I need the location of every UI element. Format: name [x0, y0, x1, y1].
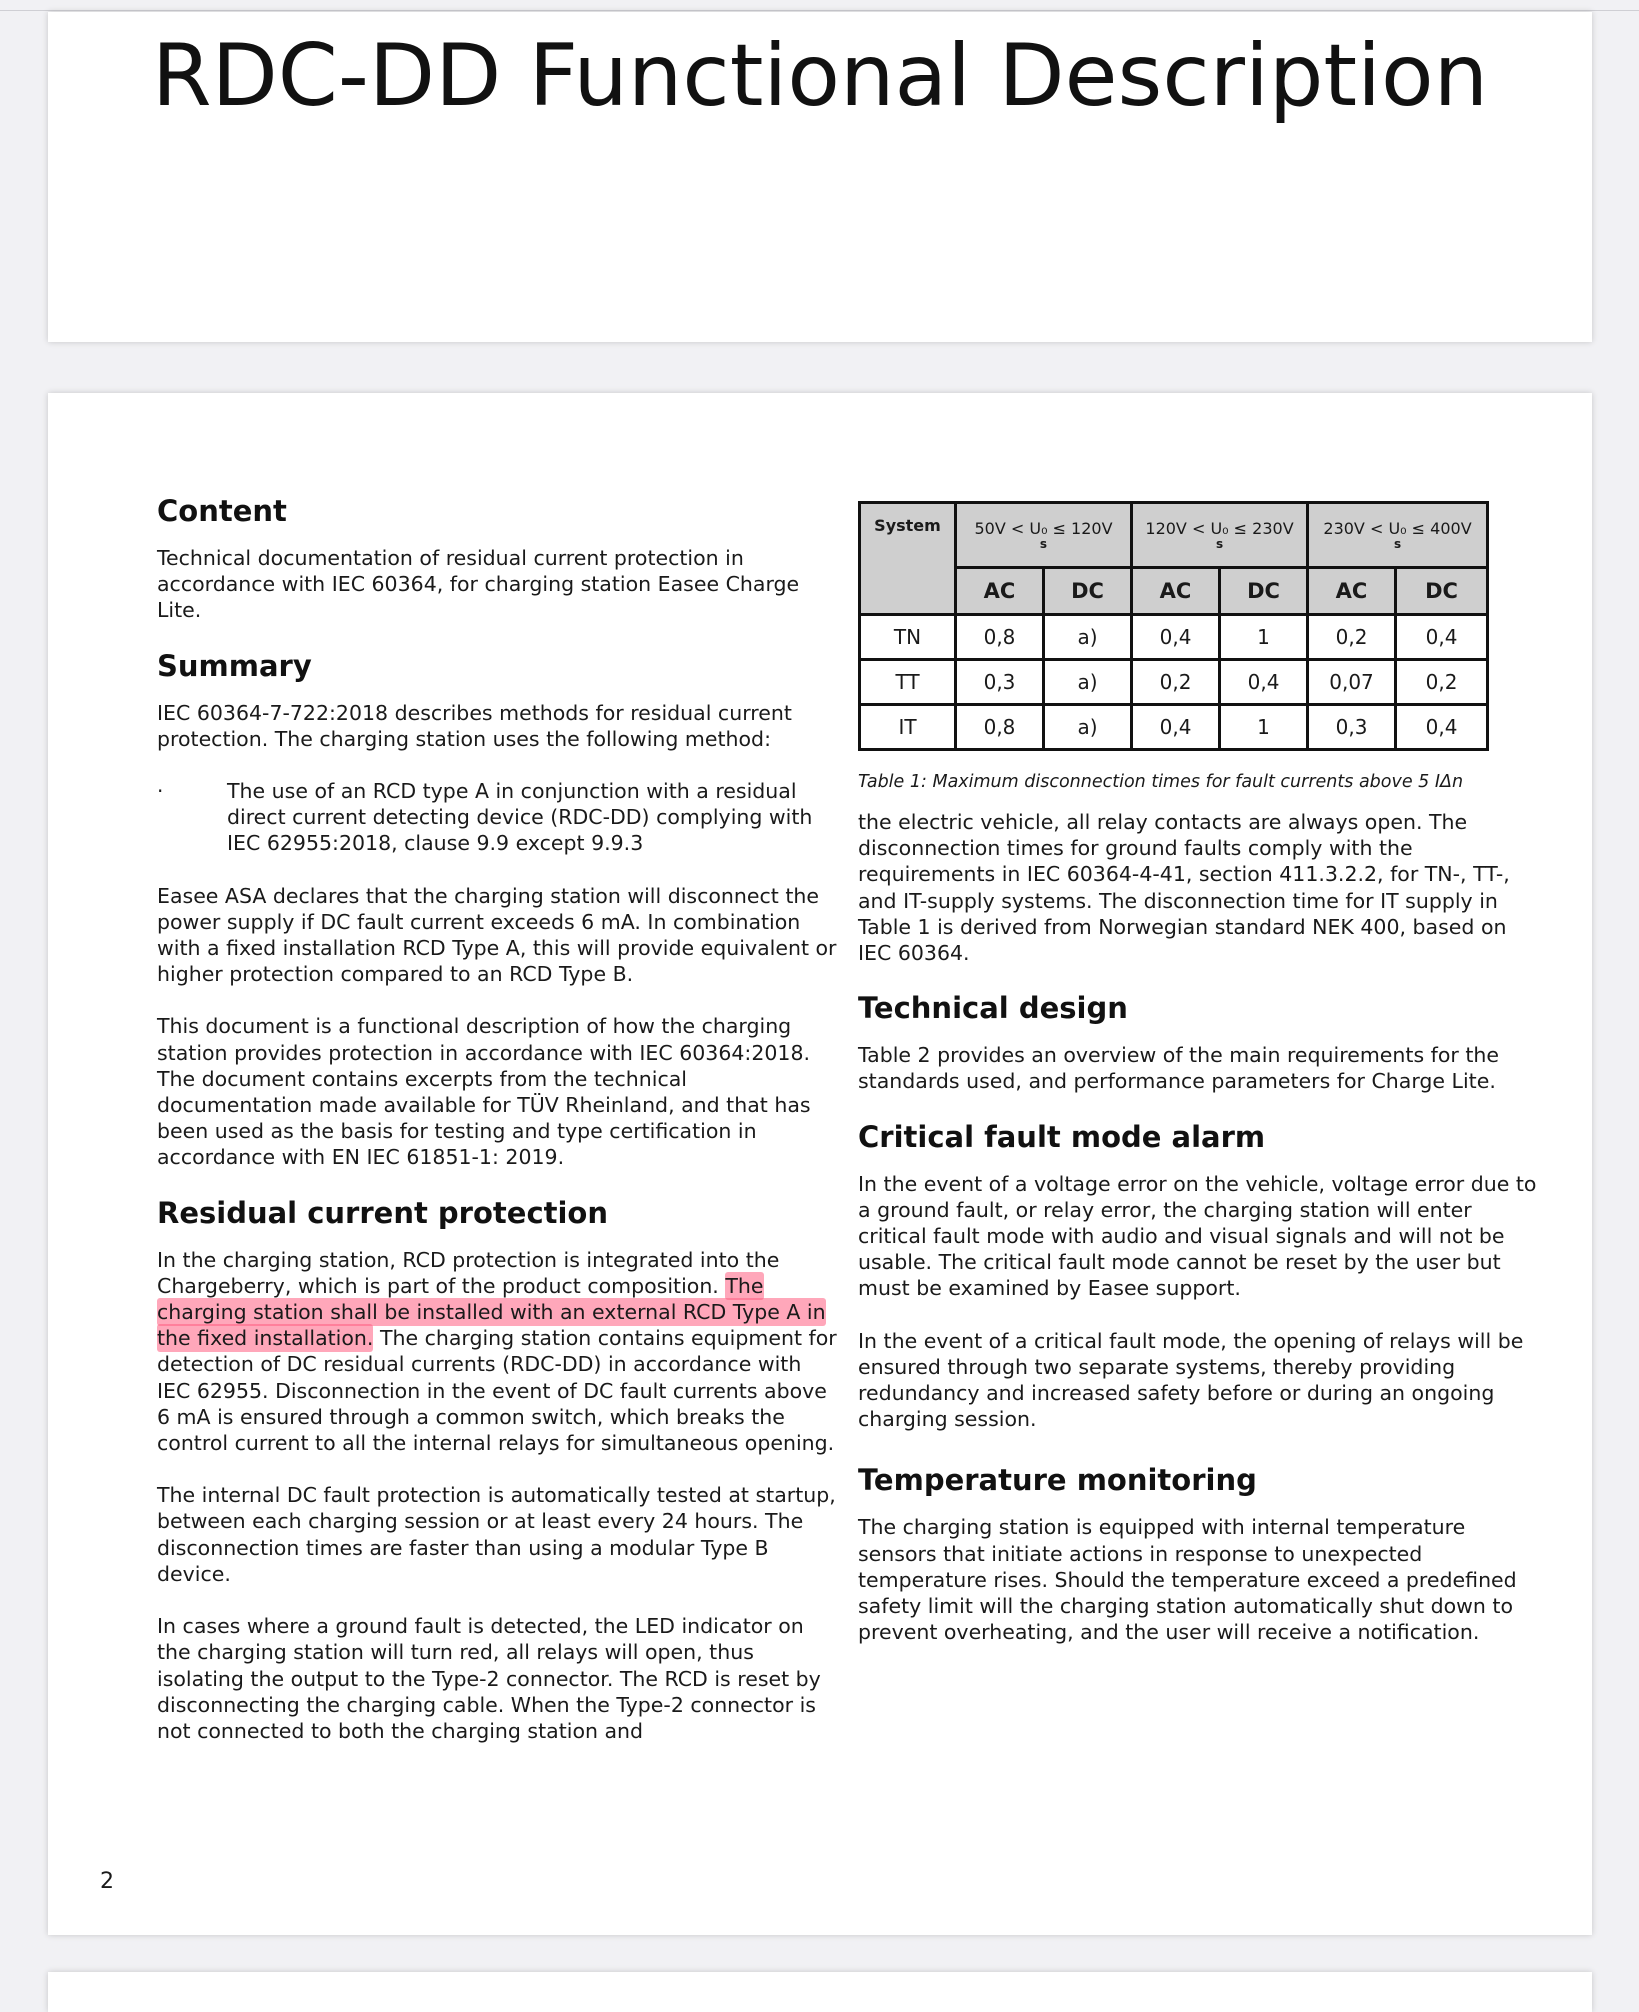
- table-cell: 0,8: [956, 705, 1044, 750]
- disconnection-times-table: [858, 501, 1489, 751]
- declaration-paragraph: Easee ASA declares that the charging station will disconnect the power supply if DC fault current exceeds 6 mA. In combination with a fixed installation RCD Type A, this will provide equivalent or higher protection compared to an RCD Type B.: [157, 883, 837, 987]
- table-cell: 0,2: [1308, 615, 1396, 660]
- range-header-text: 230V < U₀ ≤ 400V: [1323, 519, 1472, 538]
- rcp-text-start: In the charging station, RCD protection is integrated into the Chargeberry, which is part of the product composition.: [157, 1247, 780, 1298]
- highlighted-text: The charging station shall be installed with an external RCD Type A in the fixed installation.: [157, 1273, 826, 1351]
- continuation-paragraph: the electric vehicle, all relay contacts are always open. The disconnection times for ground faults comply with the requirements in IEC 60364-4-41, section 411.3.2.2, for TN-, TT-, and IT-supply systems. The disconnection time for IT supply in Table 1 is derived from Norwegian standard NEK 400, based on IEC 60364.: [858, 810, 1510, 966]
- dc-header: DC: [1220, 568, 1308, 615]
- ac-header: AC: [1132, 568, 1220, 615]
- technical-design-paragraph: Table 2 provides an overview of the main requirements for the standards used, and performance parameters for Charge Lite.: [858, 1043, 1499, 1094]
- ac-header: AC: [1308, 568, 1396, 615]
- page-1: [48, 12, 1592, 342]
- critical-fault-heading: Critical fault mode alarm: [858, 1119, 1266, 1154]
- table-cell: 0,8: [956, 615, 1044, 660]
- system-cell: TN: [860, 615, 956, 660]
- viewer-top-border: [0, 10, 1639, 11]
- system-header: System: [860, 503, 956, 615]
- range-header-subscript: s: [1393, 537, 1402, 551]
- table-cell: 0,3: [1308, 705, 1396, 750]
- system-cell: IT: [860, 705, 956, 750]
- range-header-1: [956, 503, 1132, 568]
- critical-fault-paragraph-2: In the event of a critical fault mode, the opening of relays will be ensured through two separate systems, thereby providing redundancy and increased safety before or during an ongoing charging session.: [858, 1328, 1524, 1432]
- table-cell: 0,4: [1132, 705, 1220, 750]
- critical-fault-paragraph-1: In the event of a voltage error on the vehicle, voltage error due to a ground fault, or relay error, the charging station will enter critical fault mode with audio and visual signals and will not be usable. The critical fault mode cannot be reset by the user but must be examined by Easee support.: [858, 1171, 1537, 1301]
- ac-header: AC: [956, 568, 1044, 615]
- residual-current-paragraph: [157, 1247, 837, 1457]
- left-column: [157, 493, 837, 1744]
- table-cell: 0,2: [1132, 660, 1220, 705]
- residual-current-heading: Residual current protection: [157, 1195, 609, 1230]
- page-3: [48, 1972, 1592, 2012]
- table-cell: 0,4: [1396, 705, 1488, 750]
- bullet-marker: ·: [157, 779, 164, 804]
- range-header-subscript: s: [1039, 537, 1048, 551]
- document-scope-paragraph: This document is a functional description of how the charging station provides protection in accordance with IEC 60364:2018. The document contains excerpts from the technical documentation made available for TÜV Rheinland, and that has been used as the basis for testing and type certification in accordance with EN IEC 61851-1: 2019.: [157, 1014, 811, 1170]
- summary-paragraph: IEC 60364-7-722:2018 describes methods for residual current protection. The charging station uses the following method:: [157, 700, 792, 751]
- temperature-heading: Temperature monitoring: [858, 1463, 1257, 1498]
- rcp-text-end: The charging station contains equipment for detection of DC residual currents (RDC-DD) in accordance with IEC 62955. Disconnection in the event of DC fault currents above 6 mA is ensured through a common switch, which breaks the control current to all the internal relays for simultaneous opening.: [157, 1326, 837, 1456]
- range-header-2: [1132, 503, 1308, 568]
- document-title: RDC-DD Functional Description: [151, 26, 1489, 126]
- content-heading: Content: [157, 494, 287, 528]
- ground-fault-paragraph: In cases where a ground fault is detected, the LED indicator on the charging station will turn red, all relays will open, thus isolating the output to the Type-2 connector. The RCD is reset by disconnecting the charging cable. When the Type-2 connector is not connected to both the charging station and: [157, 1614, 821, 1743]
- table-row: [860, 660, 1488, 705]
- table-cell: 0,3: [956, 660, 1044, 705]
- bullet-text: The use of an RCD type A in conjunction with a residual direct current detecting device (RDC-DD) complying with IEC 62955:2018, clause 9.9 except 9.9.3: [227, 779, 813, 856]
- content-paragraph: Technical documentation of residual current protection in accordance with IEC 60364, for charging station Easee Charge Lite.: [157, 546, 800, 623]
- table-cell: 0,2: [1396, 660, 1488, 705]
- range-header-3: [1308, 503, 1488, 568]
- range-header-text: 120V < U₀ ≤ 230V: [1145, 519, 1294, 538]
- dc-header: DC: [1396, 568, 1488, 615]
- table-cell: a): [1044, 615, 1132, 660]
- system-cell: TT: [860, 660, 956, 705]
- page-2: [48, 393, 1592, 1935]
- table-cell: a): [1044, 660, 1132, 705]
- summary-heading: Summary: [157, 648, 312, 683]
- table-cell: 1: [1220, 615, 1308, 660]
- table-cell: 0,4: [1132, 615, 1220, 660]
- table-cell: a): [1044, 705, 1132, 750]
- table-cell: 1: [1220, 705, 1308, 750]
- internal-protection-paragraph: The internal DC fault protection is automatically tested at startup, between each charging session or at least every 24 hours. The disconnection times are faster than using a modular Type B device.: [157, 1483, 836, 1586]
- table-caption: Table 1: Maximum disconnection times for fault currents above 5 IΔn: [858, 772, 1464, 792]
- range-header-text: 50V < U₀ ≤ 120V: [974, 519, 1113, 538]
- range-header-subscript: s: [1215, 537, 1224, 551]
- right-column: [858, 501, 1542, 1645]
- table-cell: 0,4: [1396, 615, 1488, 660]
- table-cell: 0,07: [1308, 660, 1396, 705]
- table-cell: 0,4: [1220, 660, 1308, 705]
- table-header-row: [860, 503, 1488, 568]
- temperature-paragraph: The charging station is equipped with internal temperature sensors that initiate actions in response to unexpected temperature rises. Should the temperature exceed a predefined safety limit will the charging station automatically shut down to prevent overheating, and the user will receive a notification.: [858, 1515, 1517, 1645]
- technical-design-heading: Technical design: [858, 991, 1128, 1026]
- table-row: [860, 615, 1488, 660]
- bullet-item: [157, 778, 837, 857]
- page-number: 2: [100, 1869, 114, 1894]
- table-row: [860, 705, 1488, 750]
- dc-header: DC: [1044, 568, 1132, 615]
